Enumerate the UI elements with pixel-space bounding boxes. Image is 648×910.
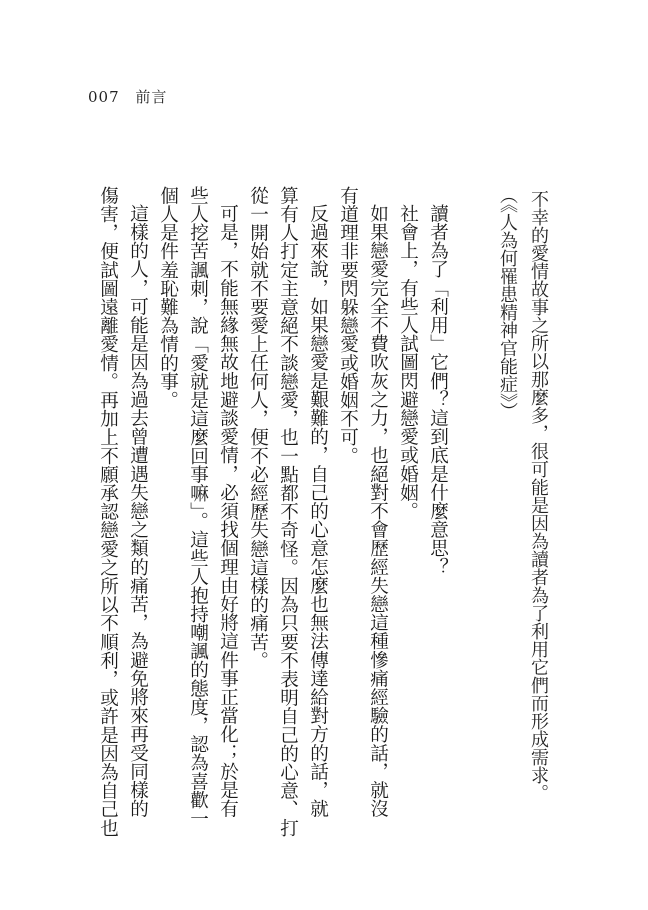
paragraph-line-3: 如果戀愛完全不費吹灰之力，也絕對不會歷經失戀這種慘痛經驗的話，就沒 (367, 204, 389, 818)
running-header (88, 86, 167, 107)
epigraph-quote-line-1: 不幸的愛情故事之所以那麼多，很可能是因為讀者為了利用它們而形成需求。 (528, 190, 549, 802)
paragraph-line-6: 算有人打定主意絕不談戀愛，也一點都不奇怪。因為只要不表明自己的心意、打 (277, 186, 299, 837)
paragraph-line-11: 這樣的人，可能是因為過去曾遭遇失戀之類的痛苦，為避免將來再受同樣的 (127, 204, 149, 818)
paragraph-line-10: 個人是件羞恥難為情的事。 (157, 186, 179, 410)
paragraph-line-8: 可是，不能無緣無故地避談愛情，必須找個理由好將這件事正當化；於是有 (217, 204, 239, 818)
epigraph-quote-line-2: （《人為何罹患精神官能症》） (497, 186, 518, 420)
section-title: 前言 (135, 88, 168, 106)
paragraph-line-1: 讀者為了「利用」它們？這到底是什麼意思？ (427, 204, 449, 576)
paragraph-line-4: 有道理非要閃躲戀愛或婚姻不可。 (337, 186, 359, 465)
page-number: 007 (88, 88, 120, 106)
paragraph-line-12: 傷害，便試圖遠離愛情。再加上不願承認戀愛之所以不順利，或許是因為自己也 (97, 186, 119, 837)
paragraph-line-9: 些人挖苦諷刺，說「愛就是這麼回事嘛」。這些人抱持嘲諷的態度，認為喜歡一 (187, 186, 209, 828)
paragraph-line-2: 社會上，有些人試圖閃避戀愛或婚姻。 (397, 204, 419, 521)
paragraph-line-7: 從一開始就不要愛上任何人，便不必經歷失戀這樣的痛苦。 (247, 186, 269, 670)
paragraph-line-5: 反過來說，如果戀愛是艱難的，自己的心意怎麼也無法傳達給對方的話，就 (307, 204, 329, 818)
